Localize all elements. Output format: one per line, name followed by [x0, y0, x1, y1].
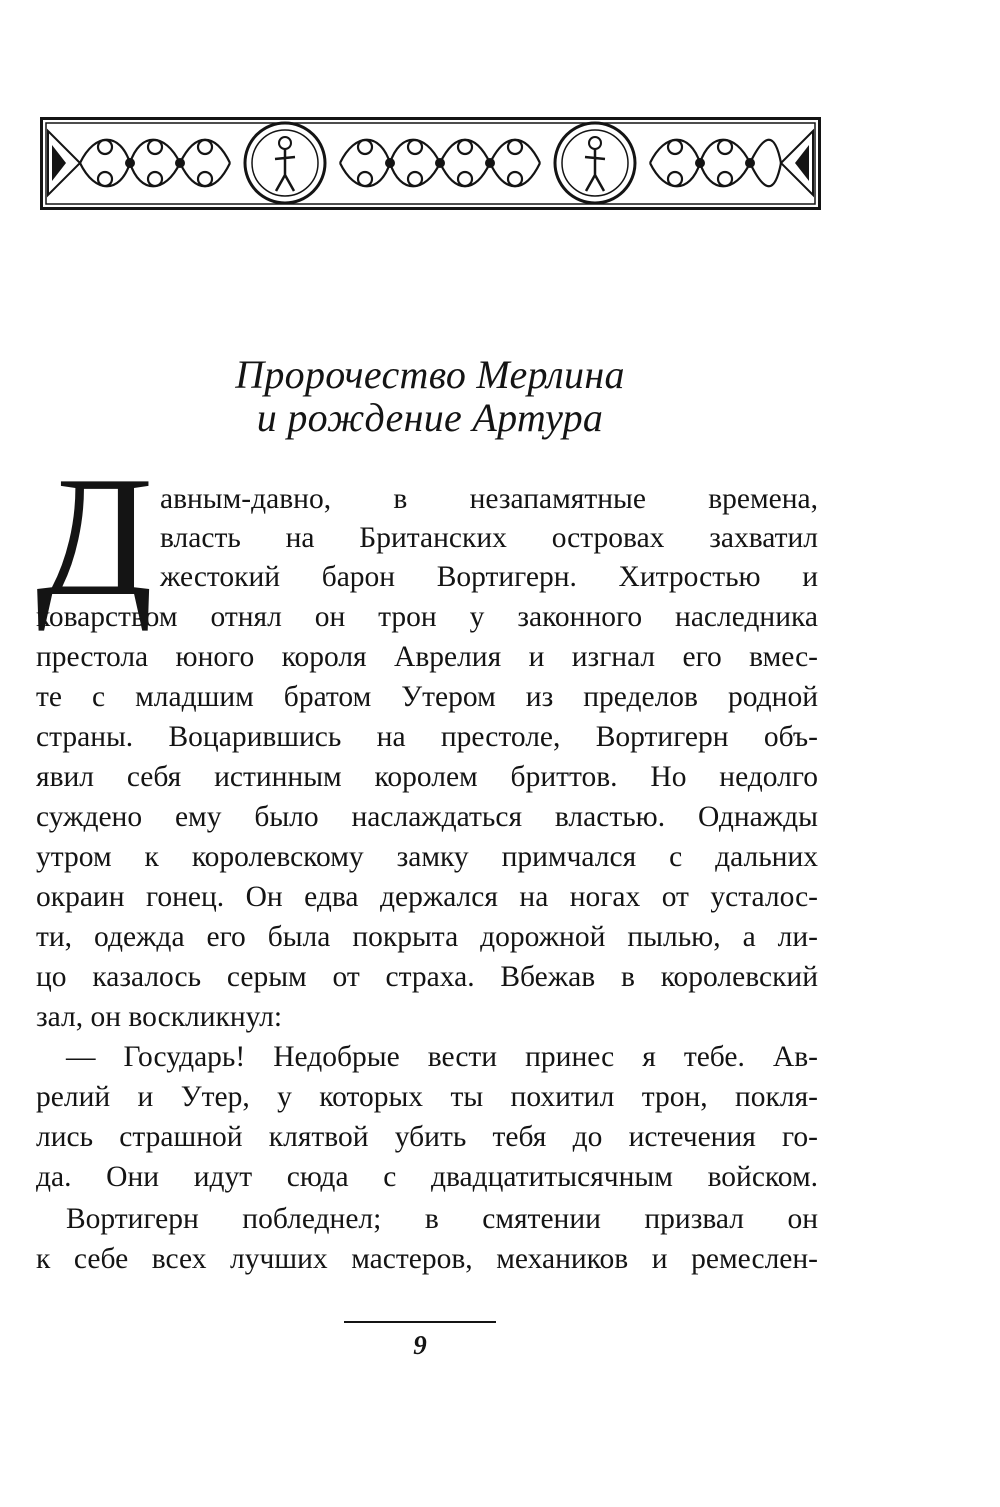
text-line: жестокий барон Вортигерн. Хитростью и [160, 561, 818, 593]
text-line: Вортигерн побледнел; в смятении призвал он [66, 1203, 818, 1235]
text-line: коварством отнял он трон у законного наследника [36, 601, 818, 633]
text-line: ти, одежда его была покрыта дорожной пылью, а ли- [36, 921, 818, 953]
text-line: цо казалось серым от страха. Вбежав в королевский [36, 961, 818, 993]
text-line: релий и Утер, у которых ты похитил трон, покля- [36, 1081, 818, 1113]
text-line: явил себя истинным королем бриттов. Но недолго [36, 761, 818, 793]
text-line: утром к королевскому замку примчался с дальних [36, 841, 818, 873]
text-line: зал, он воскликнул: [36, 1001, 283, 1033]
chapter-title-line-2: и рождение Артура [256, 395, 604, 440]
text-line: да. Они идут сюда с двадцатитысячным войском. [36, 1161, 818, 1193]
text-line: — Государь! Недобрые вести принес я тебе. Ав- [66, 1041, 818, 1073]
text-line: престола юного короля Аврелия и изгнал его вмес- [36, 641, 818, 673]
text-line: к себе всех лучших мастеров, механиков и ремеслен- [36, 1243, 818, 1275]
drop-cap: Д [36, 442, 154, 632]
text-line: авным-давно, в незапамятные времена, [160, 483, 818, 515]
page-number: 9 [413, 1330, 427, 1360]
ornamental-header-band [40, 117, 821, 210]
text-line: суждено ему было наслаждаться властью. Однажды [36, 801, 818, 833]
footer-rule [344, 1321, 496, 1323]
text-line: лись страшной клятвой убить тебя до истечения го- [36, 1121, 818, 1153]
ornament-vine-scroll-icon [40, 117, 821, 210]
text-line: те с младшим братом Утером из пределов родной [36, 681, 818, 713]
text-line: страны. Воцарившись на престоле, Вортигерн объ- [36, 721, 818, 753]
text-line: власть на Британских островах захватил [160, 522, 818, 554]
chapter-title-line-1: Пророчество Мерлина [235, 352, 625, 397]
text-line: окраин гонец. Он едва держался на ногах от усталос- [36, 881, 818, 913]
